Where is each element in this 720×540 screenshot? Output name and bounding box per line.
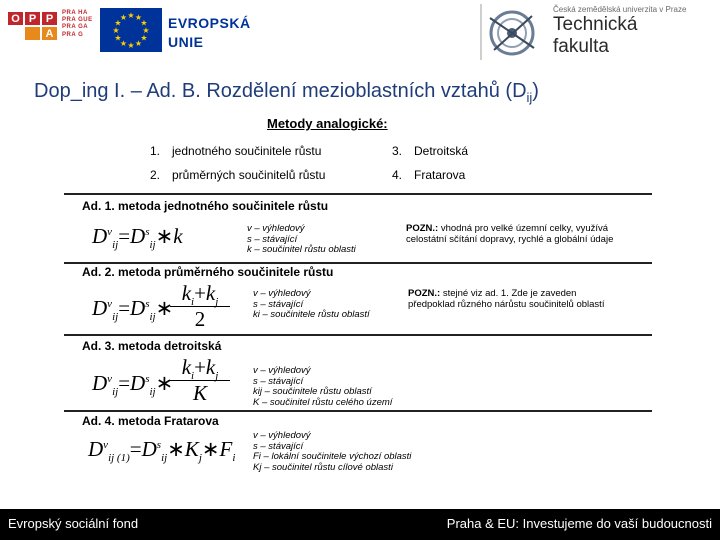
- divider: [64, 262, 652, 264]
- divider: [64, 193, 652, 195]
- header-divider: [480, 4, 482, 60]
- section-1-title: Ad. 1. metoda jednotného součinitele růstu: [82, 199, 329, 213]
- svg-text:★: ★: [134, 13, 143, 22]
- section-2-legend: v – výhledový s – stávající ki – součinitele růstu oblastí: [253, 288, 370, 320]
- oppa-square-orange: [25, 27, 40, 40]
- section-3-title: Ad. 3. metoda detroitská: [82, 339, 222, 353]
- divider: [64, 334, 652, 336]
- eu-flag-icon: [100, 8, 162, 52]
- svg-text:★: ★: [119, 13, 128, 22]
- svg-text:★: ★: [127, 11, 135, 20]
- section-4-legend: v – výhledový s – stávající Fi – lokální součinitele výchozí oblasti Kj – součinitel růstu cílové oblasti: [253, 430, 412, 473]
- formula-3-fraction: $k_i+k_j$ K: [170, 355, 230, 406]
- formula-4: $D^v_{ij (1)}=D^s_{ij}∗K_j∗F_i$: [88, 437, 236, 465]
- svg-text:★: ★: [112, 26, 120, 35]
- methods-heading: Metody analogické:: [267, 116, 388, 131]
- oppa-letter-a: A: [42, 27, 57, 40]
- section-1-legend: v – výhledový s – stávající k – součinitel růstu oblasti: [247, 223, 356, 255]
- svg-text:★: ★: [142, 26, 150, 35]
- faculty-logo-icon: [484, 6, 546, 58]
- formula-1: $D^v_{ij}=D^s_{ij}∗k$: [92, 224, 183, 252]
- faculty-name: Technická fakulta: [553, 14, 638, 57]
- eu-label: EVROPSKÁ UNIE: [168, 15, 251, 50]
- svg-text:★: ★: [114, 18, 122, 28]
- formula-3: $D^v_{ij}=D^s_{ij}∗$: [92, 371, 174, 399]
- divider: [64, 410, 652, 412]
- svg-text:★: ★: [119, 39, 128, 48]
- oppa-text: PRA HA PRA GUE PRA GA PRA G: [62, 10, 93, 38]
- svg-text:★: ★: [127, 41, 135, 50]
- footer-bar: [0, 509, 720, 540]
- section-2-title: Ad. 2. metoda průměrného součinitele růstu: [82, 265, 334, 279]
- svg-text:★: ★: [134, 39, 143, 48]
- section-4-title: Ad. 4. metoda Fratarova: [82, 414, 219, 428]
- oppa-letter-p2: P: [42, 12, 57, 25]
- university-name: Česká zemědělská univerzita v Praze: [553, 5, 687, 14]
- svg-text:★: ★: [140, 33, 148, 43]
- oppa-letter-p1: P: [25, 12, 40, 25]
- footer-right-text: Praha & EU: Investujeme do vaší budoucnosti: [446, 516, 712, 531]
- svg-text:★: ★: [114, 33, 122, 43]
- section-1-note: POZN.: vhodná pro velké územní celky, využívá celostátní sčítání dopravy, rychlé a globální údaje: [406, 223, 614, 245]
- section-3-legend: v – výhledový s – stávající kij – součinitele růstu oblastí K – součinitel růstu celého území: [253, 365, 393, 408]
- oppa-logo: [8, 10, 102, 52]
- formula-2-fraction: $k_i+k_j$ 2: [170, 281, 230, 332]
- section-2-note: POZN.: stejné viz ad. 1. Zde je zaveden předpoklad různého nárůstu součinitelů oblastí: [408, 288, 605, 310]
- svg-text:★: ★: [140, 18, 148, 28]
- formula-2: $D^v_{ij}=D^s_{ij}∗$: [92, 296, 174, 324]
- footer-left-text: Evropský sociální fond: [8, 516, 139, 531]
- oppa-letter-o: O: [8, 12, 23, 25]
- page-title: Dop_ing I. – Ad. B. Rozdělení mezioblastních vztahů $(D_{ij})$: [34, 80, 539, 105]
